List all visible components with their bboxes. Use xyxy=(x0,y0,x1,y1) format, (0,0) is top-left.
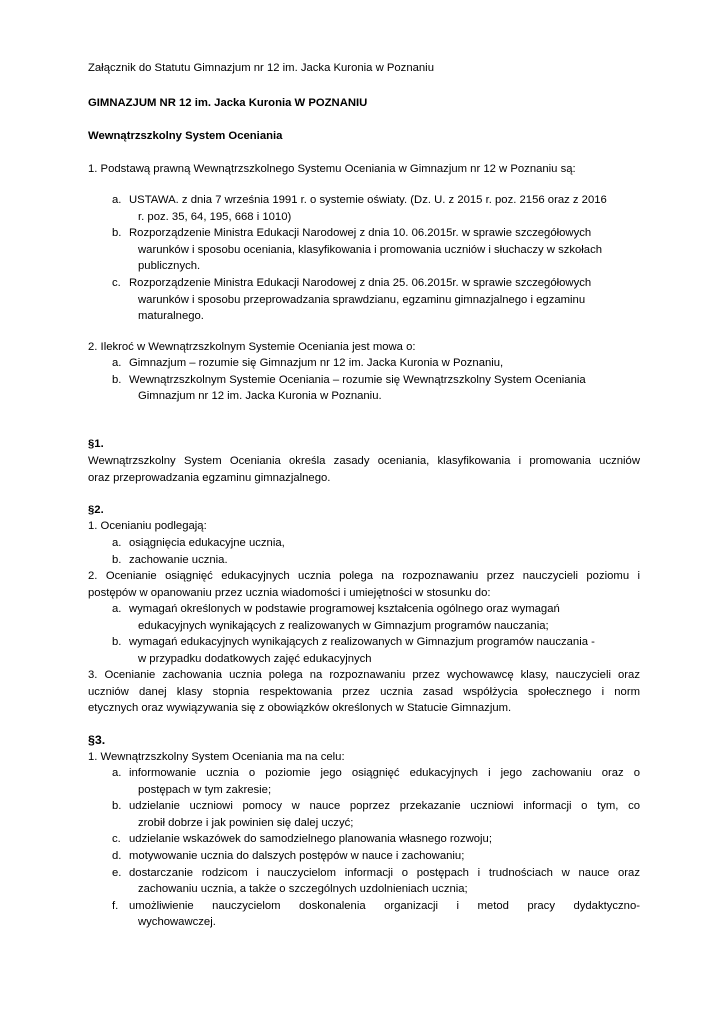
section-1-heading: §1. xyxy=(88,438,104,450)
list-item-text: warunków i sposobu przeprowadzania sprawdzianu, egzaminu gimnazjalnego i egzaminu xyxy=(138,293,586,306)
section-3-heading: §3. xyxy=(88,733,106,747)
list-item xyxy=(88,898,640,931)
list-item-text: Rozporządzenie Ministra Edukacji Narodowej z dnia 25. 06.2015r. w sprawie szczegółowych xyxy=(129,276,592,289)
list-item-text: osiągnięcia edukacyjne ucznia, xyxy=(129,537,285,549)
section-1-text xyxy=(88,453,640,486)
list-item-text: udzielanie wskazówek do samodzielnego planowania własnego rozwoju; xyxy=(129,833,492,846)
list-item-label: e. xyxy=(112,866,122,879)
list-item xyxy=(88,798,640,831)
list-item-text: Gimnazjum nr 12 im. Jacka Kuronia w Poznaniu. xyxy=(138,390,382,403)
section-2-p2-line: postępów w opanowaniu przez ucznia wiadomości i umiejętności w stosunku do: xyxy=(88,586,491,599)
document-title: Wewnątrzszkolny System Oceniania xyxy=(88,130,283,142)
list-item-text: USTAWA. z dnia 7 września 1991 r. o systemie oświaty. (Dz. U. z 2015 r. poz. 2156 oraz z 2016 xyxy=(129,194,607,206)
list-item xyxy=(88,355,640,372)
list-item xyxy=(88,192,640,225)
list-item-label: d. xyxy=(112,849,122,862)
list-item xyxy=(88,225,640,275)
list-item-text: zrobił dobrze i jak powinien się dalej uczyć; xyxy=(138,816,354,829)
list-item-label: b. xyxy=(112,227,122,240)
list-item-label: a. xyxy=(112,537,122,549)
list-item-label: f. xyxy=(112,899,119,912)
intro-1-lead: 1. Podstawą prawną Wewnątrzszkolnego Systemu Oceniania w Gimnazjum nr 12 w Poznaniu są: xyxy=(88,163,576,175)
section-2-p3 xyxy=(88,667,640,717)
list-item-label: a. xyxy=(112,603,122,615)
list-item-text: w przypadku dodatkowych zajęć edukacyjnych xyxy=(138,652,372,665)
list-item-text: edukacyjnych wynikających z realizowanych w Gimnazjum programów nauczania; xyxy=(138,619,549,632)
list-item-label: a. xyxy=(112,194,122,206)
list-item-text: Gimnazjum – rozumie się Gimnazjum nr 12 im. Jacka Kuronia w Poznaniu, xyxy=(129,357,504,369)
list-item xyxy=(88,765,640,798)
section-2-p2-list xyxy=(88,601,640,667)
section-2-p3-line: uczniów danej klasy stopnia respektowania przez ucznia zasad współżycia społecznego i norm xyxy=(88,685,640,698)
section-2-p3-line: 3. Ocenianie zachowania ucznia polega na rozpoznawaniu przez wychowawcę klasy, nauczycieli oraz xyxy=(88,669,640,681)
list-item-text: r. poz. 35, 64, 195, 668 i 1010) xyxy=(138,210,292,223)
intro-2-list xyxy=(88,355,640,405)
list-item-text: Rozporządzenie Ministra Edukacji Narodowej z dnia 10. 06.2015r. w sprawie szczegółowych xyxy=(129,227,592,240)
list-item-text: wychowawczej. xyxy=(138,916,216,929)
intro-2-lead: 2. Ilekroć w Wewnątrzszkolnym Systemie Oceniania jest mowa o: xyxy=(88,341,416,353)
section-2-p1: 1. Ocenianiu podlegają: xyxy=(88,520,207,532)
list-item xyxy=(88,831,640,848)
list-item-text: udzielanie uczniowi pomocy w nauce poprzez przekazanie uczniowi informacji o tym, co xyxy=(129,800,640,813)
list-item-text: maturalnego. xyxy=(138,310,204,323)
section-2-p1-list xyxy=(88,535,640,568)
list-item-label: c. xyxy=(112,833,121,846)
list-item xyxy=(88,601,640,634)
list-item xyxy=(88,372,640,405)
list-item xyxy=(88,634,640,667)
list-item-text: warunków i sposobu oceniania, klasyfikowania i promowania uczniów i słuchaczy w szkołach xyxy=(138,243,603,256)
section-2-p3-line: etycznych oraz wywiązywania się z obowiązków określonych w Statucie Gimnazjum. xyxy=(88,702,512,715)
list-item-label: b. xyxy=(112,553,122,566)
section-2-p2-line: 2. Ocenianie osiągnięć edukacyjnych ucznia polega na rozpoznawaniu przez nauczycieli poziomu i xyxy=(88,570,640,582)
list-item-text: zachowaniu ucznia, a także o szczególnych uzdolnieniach ucznia; xyxy=(138,883,468,896)
annex-note: Załącznik do Statutu Gimnazjum nr 12 im. Jacka Kuronia w Poznaniu xyxy=(88,62,434,74)
list-item-text: zachowanie ucznia. xyxy=(129,553,228,566)
section-1-line: oraz przeprowadzania egzaminu gimnazjalnego. xyxy=(88,471,331,484)
section-2-heading: §2. xyxy=(88,504,104,516)
list-item-text: postępach w tym zakresie; xyxy=(138,783,272,796)
school-name: GIMNAZJUM NR 12 im. Jacka Kuronia W POZNANIU xyxy=(88,97,368,109)
list-item-text: informowanie ucznia o poziomie jego osiągnięć edukacyjnych i jego zachowaniu oraz o xyxy=(129,767,640,779)
list-item xyxy=(88,865,640,898)
list-item-label: b. xyxy=(112,636,122,649)
section-1-line: Wewnątrzszkolny System Oceniania określa zasady oceniania, klasyfikowania i promowania uczniów xyxy=(88,455,640,467)
section-3-p1: 1. Wewnątrzszkolny System Oceniania ma na celu: xyxy=(88,751,345,763)
list-item xyxy=(88,535,640,552)
list-item-text: umożliwienie nauczycielom doskonalenia organizacji i metod pracy dydaktyczno- xyxy=(129,899,640,912)
list-item-text: motywowanie ucznia do dalszych postępów w nauce i zachowaniu; xyxy=(129,849,465,862)
section-2-p2 xyxy=(88,568,640,601)
list-item xyxy=(88,552,640,569)
list-item-text: wymagań określonych w podstawie programowej kształcenia ogólnego oraz wymagań xyxy=(129,603,560,615)
list-item-label: a. xyxy=(112,767,122,779)
list-item-label: b. xyxy=(112,800,122,813)
list-item-text: wymagań edukacyjnych wynikających z realizowanych w Gimnazjum programów nauczania - xyxy=(129,636,595,649)
list-item xyxy=(88,848,640,865)
section-3-list xyxy=(88,765,640,931)
list-item-text: publicznych. xyxy=(138,260,201,273)
list-item-label: c. xyxy=(112,276,121,289)
list-item-label: b. xyxy=(112,373,122,386)
list-item-label: a. xyxy=(112,357,122,369)
list-item xyxy=(88,275,640,325)
list-item-text: Wewnątrzszkolnym Systemie Oceniania – rozumie się Wewnątrzszkolny System Oceniania xyxy=(129,373,586,386)
intro-1-list xyxy=(88,192,640,325)
list-item-text: dostarczanie rodzicom i nauczycielom informacji o postępach i trudnościach w nauce oraz xyxy=(129,866,640,879)
